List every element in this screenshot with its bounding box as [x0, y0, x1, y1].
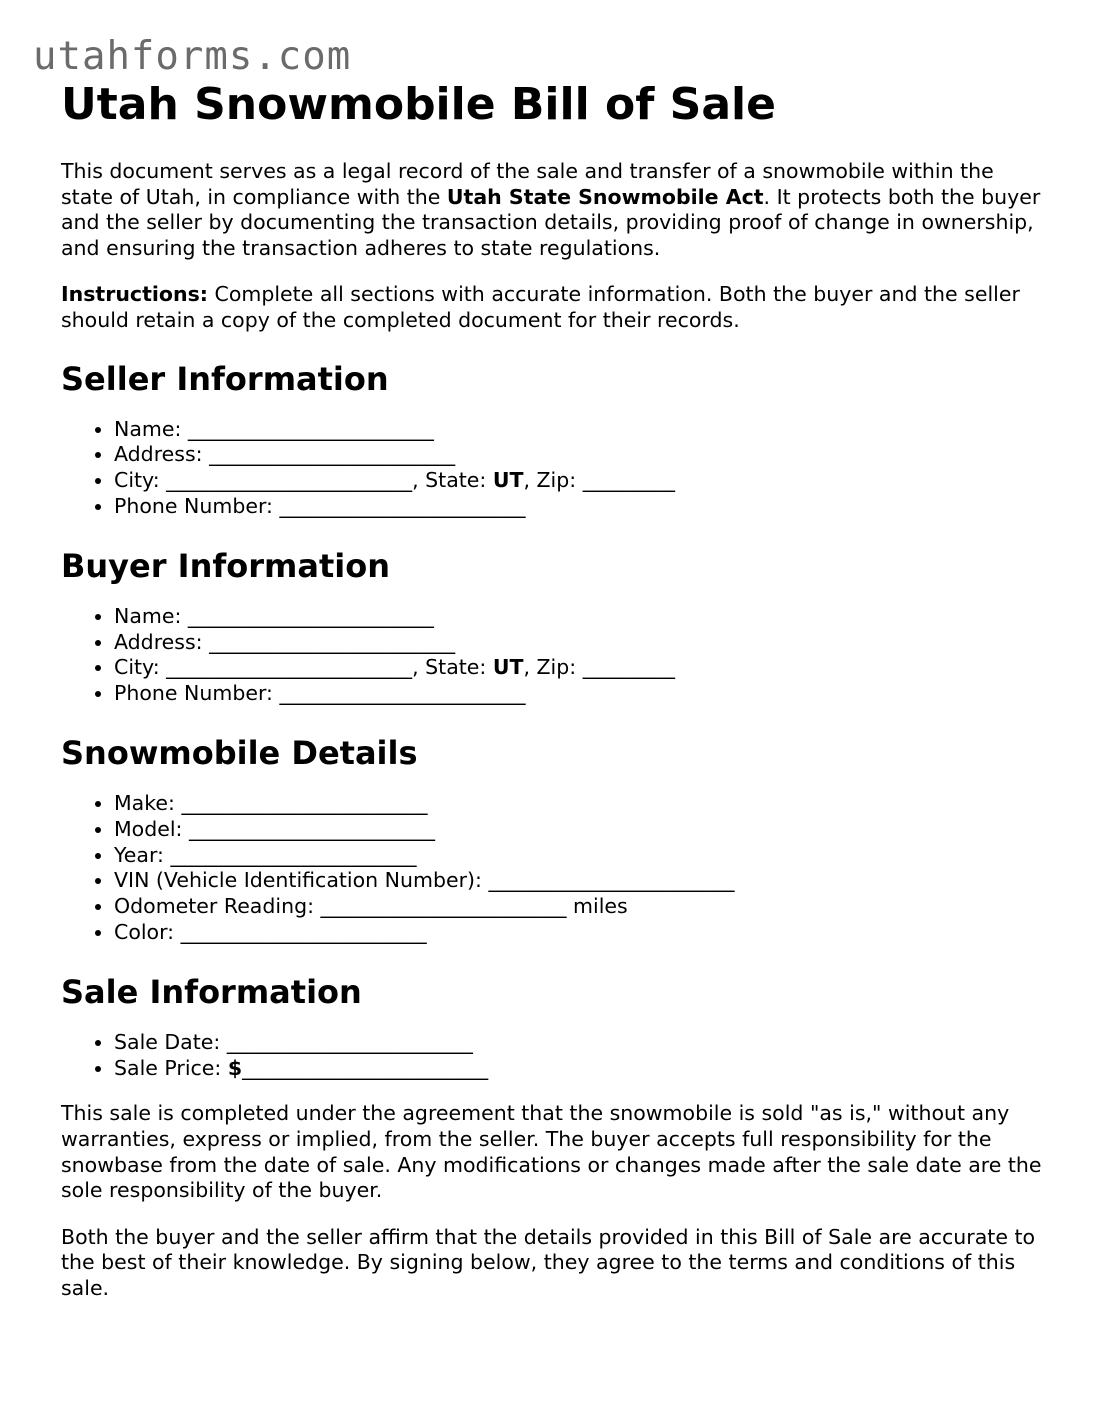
- seller-address-field[interactable]: ________________________: [209, 442, 456, 467]
- seller-heading: Seller Information: [61, 359, 389, 398]
- affirmation-paragraph: Both the buyer and the seller affirm that the details provided in this Bill of Sale are accurate to the best of their knowledge. By signing below, they agree to the terms and conditions of this sale.: [61, 1224, 1036, 1300]
- seller-state-label: , State:: [412, 468, 493, 493]
- snowmobile-heading: Snowmobile Details: [61, 733, 418, 772]
- seller-city-field[interactable]: ________________________: [166, 468, 413, 493]
- buyer-phone-item: [114, 681, 1051, 707]
- seller-city-item: [114, 468, 1051, 494]
- vin-item: [114, 868, 1051, 894]
- buyer-state-value: UT: [492, 655, 524, 680]
- instructions-label: Instructions:: [61, 282, 208, 307]
- seller-phone-field[interactable]: ________________________: [279, 493, 526, 518]
- buyer-list: [61, 604, 1051, 707]
- model-label: Model:: [114, 816, 189, 841]
- sale-price-field[interactable]: ________________________: [242, 1055, 489, 1080]
- odometer-item: [114, 894, 1051, 920]
- sale-heading: Sale Information: [61, 972, 362, 1011]
- buyer-phone-field[interactable]: ________________________: [279, 681, 526, 706]
- odometer-label: Odometer Reading:: [114, 894, 321, 919]
- intro-text-after: . It protects both the buyer and the seller by documenting the transaction details, providing proof of change in ownership, and ensuring the transaction adheres to state regulations.: [61, 184, 1041, 260]
- seller-name-label: Name:: [114, 416, 188, 441]
- buyer-city-label: City:: [114, 655, 167, 680]
- buyer-state-label: , State:: [412, 655, 493, 680]
- buyer-zip-label: , Zip:: [523, 655, 583, 680]
- seller-zip-field[interactable]: _________: [582, 468, 675, 493]
- color-label: Color:: [114, 919, 181, 944]
- year-field[interactable]: ________________________: [170, 842, 417, 867]
- buyer-address-item: [114, 630, 1051, 656]
- odometer-field[interactable]: ________________________: [320, 894, 567, 919]
- seller-phone-label: Phone Number:: [114, 493, 280, 518]
- odometer-unit: miles: [566, 894, 628, 919]
- intro-paragraph: [61, 159, 1051, 261]
- watermark: utahforms.com: [33, 34, 352, 79]
- seller-list: [61, 417, 1051, 520]
- terms-paragraph: This sale is completed under the agreement that the snowmobile is sold "as is," without any warranties, express or implied, from the seller. The buyer accepts full responsibility for the snowbase from the date of sale. Any modifications or changes made after the sale date are the sole responsibility of the buyer.: [61, 1101, 1042, 1203]
- sale-date-field[interactable]: ________________________: [226, 1029, 473, 1054]
- intro-act-name: Utah State Snowmobile Act: [446, 184, 764, 209]
- sale-date-item: [114, 1030, 1051, 1056]
- buyer-heading: Buyer Information: [61, 546, 390, 585]
- seller-state-value: UT: [492, 468, 524, 493]
- instructions-paragraph: [61, 282, 1051, 333]
- intro-text-before: This document serves as a legal record of the sale and transfer of a snowmobile within the state of Utah, in compliance with the: [61, 159, 994, 209]
- buyer-zip-field[interactable]: _________: [582, 655, 675, 680]
- color-item: [114, 920, 1051, 946]
- buyer-address-label: Address:: [114, 629, 210, 654]
- buyer-city-field[interactable]: ________________________: [166, 655, 413, 680]
- year-item: [114, 843, 1051, 869]
- instructions-text: Complete all sections with accurate information. Both the buyer and the seller should retain a copy of the completed document for their records.: [61, 282, 1020, 332]
- seller-address-item: [114, 442, 1051, 468]
- buyer-phone-label: Phone Number:: [114, 681, 280, 706]
- buyer-city-item: [114, 655, 1051, 681]
- seller-name-item: [114, 417, 1051, 443]
- vin-field[interactable]: ________________________: [488, 868, 735, 893]
- currency-symbol: $: [227, 1055, 243, 1080]
- sale-price-label: Sale Price:: [114, 1055, 228, 1080]
- model-item: [114, 817, 1051, 843]
- seller-name-field[interactable]: ________________________: [187, 416, 434, 441]
- seller-address-label: Address:: [114, 442, 210, 467]
- buyer-name-label: Name:: [114, 603, 188, 628]
- buyer-name-field[interactable]: ________________________: [187, 603, 434, 628]
- buyer-name-item: [114, 604, 1051, 630]
- sale-list: [61, 1030, 1051, 1082]
- buyer-address-field[interactable]: ________________________: [209, 629, 456, 654]
- make-label: Make:: [114, 790, 182, 815]
- snowmobile-list: [61, 791, 1051, 946]
- seller-phone-item: [114, 494, 1051, 520]
- make-field[interactable]: ________________________: [181, 790, 428, 815]
- vin-label: VIN (Vehicle Identification Number):: [114, 868, 489, 893]
- year-label: Year:: [114, 842, 171, 867]
- model-field[interactable]: ________________________: [188, 816, 435, 841]
- make-item: [114, 791, 1051, 817]
- seller-zip-label: , Zip:: [523, 468, 583, 493]
- document: [61, 78, 1051, 1301]
- sale-price-item: [114, 1056, 1051, 1082]
- page-title: Utah Snowmobile Bill of Sale: [61, 79, 776, 130]
- sale-date-label: Sale Date:: [114, 1029, 227, 1054]
- seller-city-label: City:: [114, 468, 167, 493]
- color-field[interactable]: ________________________: [180, 919, 427, 944]
